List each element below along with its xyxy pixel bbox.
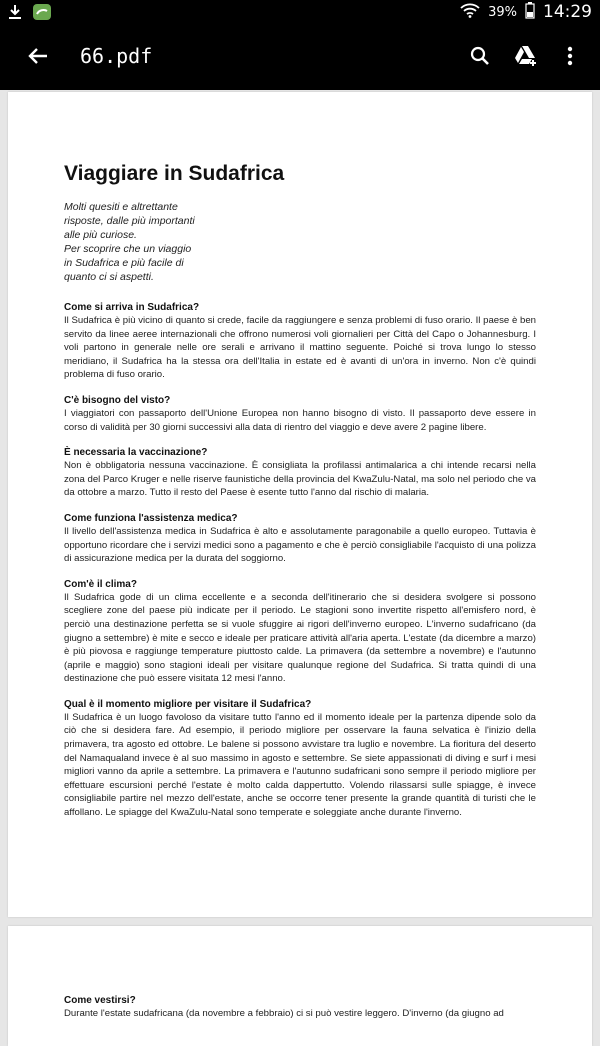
section [64, 394, 536, 434]
section-heading: Come funziona l'assistenza medica? [64, 512, 238, 524]
app-bar [0, 24, 600, 90]
save-to-drive-button[interactable] [508, 40, 544, 76]
section-heading: Come si arriva in Sudafrica? [64, 302, 200, 313]
article-intro: Molti quesiti e altrettante risposte, dalle più importanti alle più curiose. Per scoprire che un viaggio in Sudafrica e più facile di quanto ci si aspetti. [64, 201, 195, 283]
section-body: Non è obbligatoria nessuna vaccinazione. È consigliata la profilassi antimalarica a chi intende recarsi nella zona del Parco Kruger e nelle riserve faunistiche della provincia del KwaZulu-Natal, ma solo nel periodo che va da ottobre a marzo. Tutto il resto del Paese è esente tutto l'anno dal rischio di malaria. [64, 460, 536, 499]
more-options-button[interactable] [552, 40, 588, 76]
download-icon [8, 4, 22, 24]
back-button[interactable] [22, 42, 54, 74]
section-body: I viaggiatori con passaporto dell'Unione Europea non hanno bisogno di visto. Il passaporto deve essere in corso di validità per 30 giorni successivi alla data di rientro del viaggio e deve avere 2 pagine libere. [64, 407, 536, 433]
section-heading: È necessaria la vaccinazione? [64, 447, 208, 459]
battery-icon [525, 2, 535, 23]
pdf-page-1[interactable] [8, 92, 592, 917]
arrow-left-icon [28, 47, 48, 70]
drive-add-icon [514, 45, 538, 72]
section-body: Il Sudafrica è più vicino di quanto si crede, facile da raggiungere e senza problemi di fuso orario. Il paese è ben servito da linee aeree internazionali che offrono numerosi voli giornalieri per Città del Capo o Johannesburg. I voli partono in generale nelle ore serali e arrivano il mattino seguente. Poiché si trova lungo lo stesso meridiano, il Sudafrica ha la stessa ora dell'Italia in estate ed è avanti di un'ora in inverno. Non c'è quindi problema di fuso orario. [64, 315, 536, 381]
section-heading: Come vestirsi? [64, 995, 136, 1006]
document-title: 66.pdf [80, 44, 153, 68]
search-icon [470, 46, 490, 71]
battery-text: 39% [488, 4, 517, 20]
section [64, 446, 536, 500]
section-body: Il Sudafrica è un luogo favoloso da visitare tutto l'anno ed il momento ideale per la partenza dipende solo da ciò che si desidera fare. Ad esempio, il periodo migliore per osservare la fauna selvatica è l'inizio della primavera, tra agosto ed ottobre. Le balene si possono avvistare tra luglio e novembre. La fioritura del deserto del Namaqualand invece è al suo massimo in agosto e settembre. Se siete appassionati di diving e surf i mesi migliori vanno da aprile a settembre. La primavera e l'autunno sudafricani sono sempre il periodo migliore per effettuare escursioni perché l'estate è molto calda dappertutto. Volendo rilassarsi sulle spiagge, è invece consigliabile partire nel mezzo dell'estate, anche se occorre tener presente la grande quantità di turisti che le affollano. Le spiagge del KwaZulu-Natal sono temperate e soleggiate anche durante l'inverno. [64, 711, 536, 819]
pdf-page-2[interactable] [8, 926, 592, 1046]
section [64, 301, 536, 382]
section-heading: Com'è il clima? [64, 578, 137, 590]
section-body: Il Sudafrica gode di un clima eccellente e a seconda dell'itinerario che si desidera svolgere si possono scegliere zone del paese più indicate per il periodo. Le stagioni sono invertite rispetto all'emisfero nord, è perciò una destinazione perfetta se si vuole sfuggire ai rigori dell'inverno europeo. L'inverno sudafricano (da giugno a settembre) è mite e secco e ideale per praticare attività all'aria aperta. L'estate (da dicembre a marzo) è più piovosa e raggiunge temperature piuttosto calde. La primavera (da settembre a novembre) e l'autunno (aprile e maggio) sono stagioni ideali per visitare qualunque regione del Sudafrica. Si tratta quindi di una destinazione che può essere visitata 12 mesi l'anno. [64, 591, 536, 685]
article-title: Viaggiare in Sudafrica [64, 162, 285, 185]
section [64, 698, 536, 820]
section-heading: C'è bisogno del visto? [64, 394, 171, 406]
section-body: Il livello dell'assistenza medica in Sudafrica è alto e assolutamente paragonabile a quello europeo. Tuttavia è opportuno ricordare che i servizi medici sono a pagamento e che è perciò consigliabile l'acquisto di una polizza di assicurazione medica per la durata del soggiorno. [64, 525, 536, 565]
section [64, 578, 536, 686]
wifi-icon [460, 2, 480, 22]
section-heading: Qual è il momento migliore per visitare il Sudafrica? [64, 698, 312, 710]
section [64, 512, 536, 566]
status-right [460, 1, 592, 23]
search-button[interactable] [462, 40, 498, 76]
clock: 14:29 [543, 2, 592, 22]
more-vertical-icon [567, 46, 573, 71]
app-notification-icon [32, 3, 52, 25]
status-bar [0, 0, 600, 24]
status-left [8, 3, 52, 25]
section-body: Durante l'estate sudafricana (da novembre a febbraio) ci si può vestire leggero. D'inverno (da giugno ad [64, 1008, 504, 1019]
